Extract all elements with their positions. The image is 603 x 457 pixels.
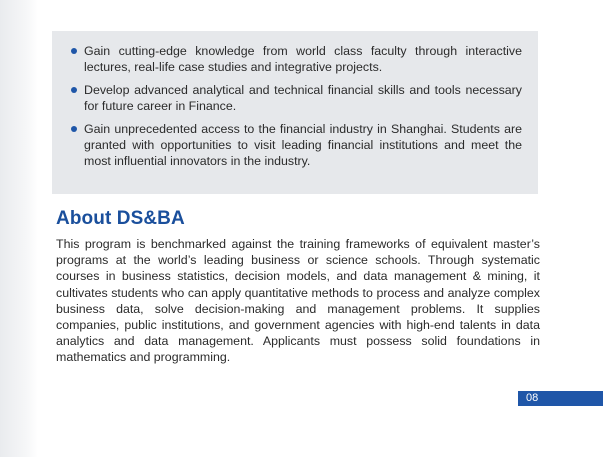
- section-title: About DS&BA: [56, 208, 185, 229]
- list-item: [72, 82, 522, 114]
- bullet-icon: [71, 48, 77, 54]
- program-highlights-box: [52, 31, 538, 194]
- list-item-text: Develop advanced analytical and technical financial skills and tools necessary for future career in Finance.: [84, 83, 522, 113]
- page-number: 08: [526, 392, 539, 404]
- highlights-list: [52, 31, 538, 169]
- bullet-icon: [71, 87, 77, 93]
- section-body: This program is benchmarked against the training frameworks of equivalent master’s programs at the world’s leading business or science schools. Through systematic courses in business statistics, decision models, and data management & mining, it cultivates students who can apply quantitative methods to process and analyze complex business data, solve decision-making and management problems. It supplies companies, public institutions, and government agencies with high-end talents in data analytics and data management. Applicants must possess solid foundations in mathematics and programming.: [56, 237, 540, 365]
- list-item-text: Gain unprecedented access to the financial industry in Shanghai. Students are granted with opportunities to visit leading financial institutions and meet the most influential innovators in the industry.: [84, 122, 522, 168]
- page-margin-shade: [0, 0, 38, 457]
- list-item: [72, 43, 522, 75]
- list-item: [72, 121, 522, 169]
- list-item-text: Gain cutting-edge knowledge from world class faculty through interactive lectures, real-life case studies and integrative projects.: [84, 44, 522, 74]
- bullet-icon: [71, 126, 77, 132]
- page-number-band: [518, 391, 603, 406]
